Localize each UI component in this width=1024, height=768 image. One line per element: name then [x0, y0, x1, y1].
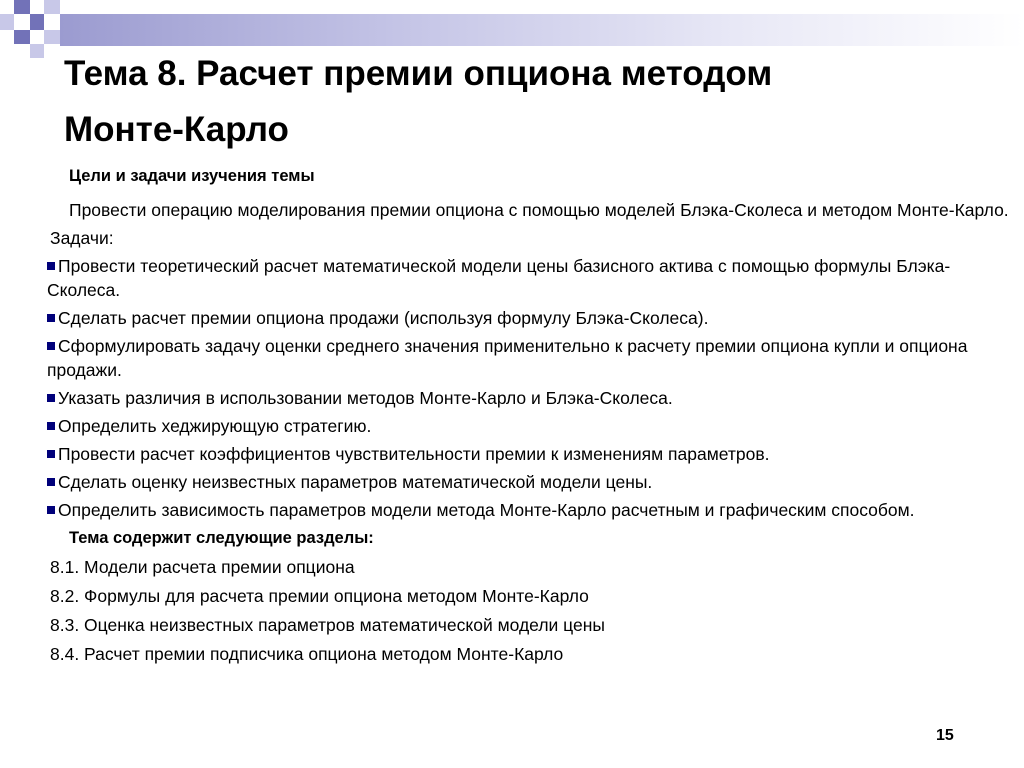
square-bullet-icon: [47, 422, 55, 430]
deco-square: [44, 30, 60, 44]
square-bullet-icon: [47, 314, 55, 322]
goals-heading: Цели и задачи изучения темы: [69, 167, 315, 185]
square-bullet-icon: [47, 394, 55, 402]
task-item: [47, 414, 1012, 438]
task-text: Провести теоретический расчет математической модели цены базисного актива с помощью формулы Блэка-Сколеса.: [47, 256, 951, 300]
task-text: Провести расчет коэффициентов чувствительности премии к изменениям параметров.: [58, 444, 770, 464]
section-item: 8.2. Формулы для расчета премии опциона методом Монте-Карло: [50, 586, 589, 606]
task-item: [47, 442, 1012, 466]
sections-heading: Тема содержит следующие разделы:: [69, 529, 374, 547]
deco-square: [14, 30, 30, 44]
section-item: 8.1. Модели расчета премии опциона: [50, 557, 355, 577]
task-text: Сделать расчет премии опциона продажи (используя формулу Блэка-Сколеса).: [58, 308, 709, 328]
task-item: [47, 334, 1012, 382]
task-item: [47, 498, 1012, 522]
task-text: Определить хеджирующую стратегию.: [58, 416, 372, 436]
task-item: [47, 470, 1012, 494]
deco-square: [0, 14, 14, 30]
section-item: 8.4. Расчет премии подписчика опциона методом Монте-Карло: [50, 644, 564, 664]
deco-square: [30, 14, 44, 30]
page-number: 15: [936, 727, 954, 744]
task-text: Определить зависимость параметров модели метода Монте-Карло расчетным и графическим способом.: [58, 500, 915, 520]
slide-title: [64, 46, 964, 158]
slide-content: [47, 164, 1012, 671]
deco-square: [44, 0, 60, 14]
header-gradient-bar: [60, 14, 1024, 46]
task-text: Сделать оценку неизвестных параметров математической модели цены.: [58, 472, 653, 492]
slide-title-line-2: Монте-Карло: [64, 110, 289, 149]
tasks-label: Задачи:: [50, 228, 114, 248]
square-bullet-icon: [47, 478, 55, 486]
task-text: Указать различия в использовании методов Монте-Карло и Блэка-Сколеса.: [58, 388, 673, 408]
task-text: Сформулировать задачу оценки среднего значения применительно к расчету премии опциона купли и опциона продажи.: [47, 336, 968, 380]
square-bullet-icon: [47, 506, 55, 514]
section-item: 8.3. Оценка неизвестных параметров математической модели цены: [50, 615, 605, 635]
slide-title-line-1: Тема 8. Расчет премии опциона методом: [64, 54, 773, 93]
goal-text: Провести операцию моделирования премии опциона с помощью моделей Блэка-Сколеса и методом Монте-Карло.: [69, 200, 1009, 220]
deco-square: [14, 0, 30, 14]
task-item: [47, 386, 1012, 410]
task-item: [47, 306, 1012, 330]
square-bullet-icon: [47, 342, 55, 350]
square-bullet-icon: [47, 262, 55, 270]
task-item: [47, 254, 1012, 302]
square-bullet-icon: [47, 450, 55, 458]
deco-square: [30, 44, 44, 58]
